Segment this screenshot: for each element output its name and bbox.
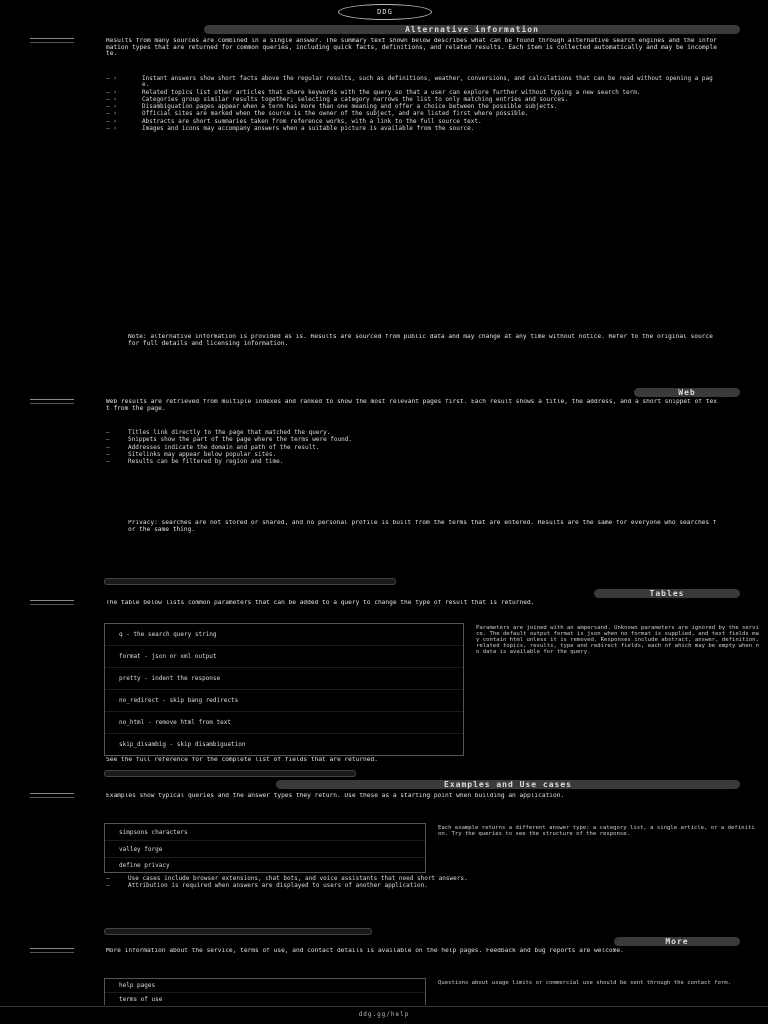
example-table xyxy=(104,823,426,873)
list-item: — › Official sites are marked when the source is the owner of the subject, and are listed first where possible. xyxy=(106,110,529,118)
list-item: — › Instant answers show short facts above the regular results, such as definitions, weather, conversions, and calculations that can be read without opening a page. xyxy=(106,75,713,89)
list-item: — › Abstracts are short summaries taken from reference works, with a link to the full source text. xyxy=(106,117,482,125)
section-marker xyxy=(30,600,74,605)
more-table xyxy=(104,978,426,1005)
table-row: skip_disambig - skip disambiguation xyxy=(119,741,246,748)
table-row: no_redirect - skip bang redirects xyxy=(105,690,463,712)
section-title-web: Web xyxy=(634,388,740,397)
section-title-more: More xyxy=(614,937,740,946)
section-intro-text: The table below lists common parameters that can be added to a query to change the type of result that is returned. xyxy=(106,600,535,606)
table-side-text: Parameters are joined with an ampersand. Unknown parameters are ignored by the service. The default output format is json when no format is supplied, and text fields may contain html unless it is removed. Responses include abstract, answer, definition, related topics, results, type and redirect fields, each of which may be empty when no data is available for the query. xyxy=(476,625,759,655)
section-item-list xyxy=(106,430,718,466)
code-snippet-bar[interactable] xyxy=(104,928,372,935)
code-snippet-bar[interactable] xyxy=(104,770,356,777)
table-side-text: Each example returns a different answer type: a category list, a single article, or a definition. Try the queries to see the structure of the response. xyxy=(438,825,755,837)
table-row[interactable]: define privacy xyxy=(119,862,170,869)
section-intro-text: More information about the service, terms of use, and contact details is available on the help pages. Feedback and bug reports are welcome. xyxy=(106,948,624,954)
section-item-list xyxy=(106,876,718,891)
section-marker xyxy=(30,38,74,43)
table-side-text: Questions about usage limits or commercial use should be sent through the contact form. xyxy=(438,980,731,986)
section-note-text: See the full reference for the complete list of fields that are returned. xyxy=(106,757,378,763)
parameter-table xyxy=(104,623,464,756)
section-title-examples: Examples and Use cases xyxy=(276,780,740,789)
section-intro-text: Examples show typical queries and the answer types they return. Use these as a starting point when building an application. xyxy=(106,793,565,799)
list-item: — Addresses indicate the domain and path of the result. xyxy=(106,443,320,451)
header-logo-badge[interactable]: DDG xyxy=(338,4,432,20)
table-row[interactable]: simpsons characters xyxy=(105,824,425,841)
table-row: format - json or xml output xyxy=(105,646,463,668)
footer-link[interactable]: ddg.gg/help xyxy=(358,1011,410,1018)
section-intro-text: Results from many sources are combined in a single answer. The summary text shown below describes what can be found through alternative search engines and the information types that are returned for common queries, including quick facts, definitions, and related results. Each item is collected automatically and may be incomplete. xyxy=(106,38,717,58)
list-item: — Results can be filtered by region and time. xyxy=(106,458,284,466)
list-item: — Sitelinks may appear below popular sites. xyxy=(106,450,277,458)
section-intro-text: Web results are retrieved from multiple indexes and ranked to show the most relevant pages first. Each result shows a title, the address, and a short snippet of text from the page. xyxy=(106,399,717,412)
list-item: — › Related topics list other articles that share keywords with the query so that a user can explore further without typing a new search term. xyxy=(106,88,641,96)
table-row: q - the search query string xyxy=(105,624,463,646)
code-snippet-bar[interactable] xyxy=(104,578,396,585)
table-row: pretty - indent the response xyxy=(105,668,463,690)
section-note-text: Note: alternative information is provided as is. Results are sourced from public data and may change at any time without notice. Refer to the original source for full details and licensing information. xyxy=(128,334,717,347)
list-item: — › Images and icons may accompany answers when a suitable picture is available from the source. xyxy=(106,125,475,133)
section-item-list xyxy=(106,76,718,133)
section-title-alternative-information: Alternative information xyxy=(204,25,740,34)
table-row[interactable]: valley forge xyxy=(105,841,425,858)
list-item: — Snippets show the part of the page where the terms were found. xyxy=(106,436,352,444)
section-marker xyxy=(30,948,74,953)
section-marker xyxy=(30,793,74,798)
section-marker xyxy=(30,399,74,404)
footer-divider xyxy=(0,1006,768,1007)
list-item: — Titles link directly to the page that matched the query. xyxy=(106,429,331,436)
table-row[interactable]: terms of use xyxy=(119,995,163,1003)
list-item: — Use cases include browser extensions, chat bots, and voice assistants that need short answers. xyxy=(106,875,468,882)
list-item: — › Disambiguation pages appear when a term has more than one meaning and offer a choice between the possible subjects. xyxy=(106,103,558,111)
list-item: — › Categories group similar results together; selecting a category narrows the list to only matching entries and sources. xyxy=(106,95,569,103)
section-note-text: Privacy: searches are not stored or shared, and no personal profile is built from the terms that are entered. Results are the same for everyone who searches for the same thing. xyxy=(128,520,717,533)
table-row[interactable]: help pages xyxy=(105,979,425,993)
table-row: no_html - remove html from text xyxy=(105,712,463,734)
section-title-tables: Tables xyxy=(594,589,740,598)
list-item: — Attribution is required when answers are displayed to users of another application. xyxy=(106,882,428,890)
